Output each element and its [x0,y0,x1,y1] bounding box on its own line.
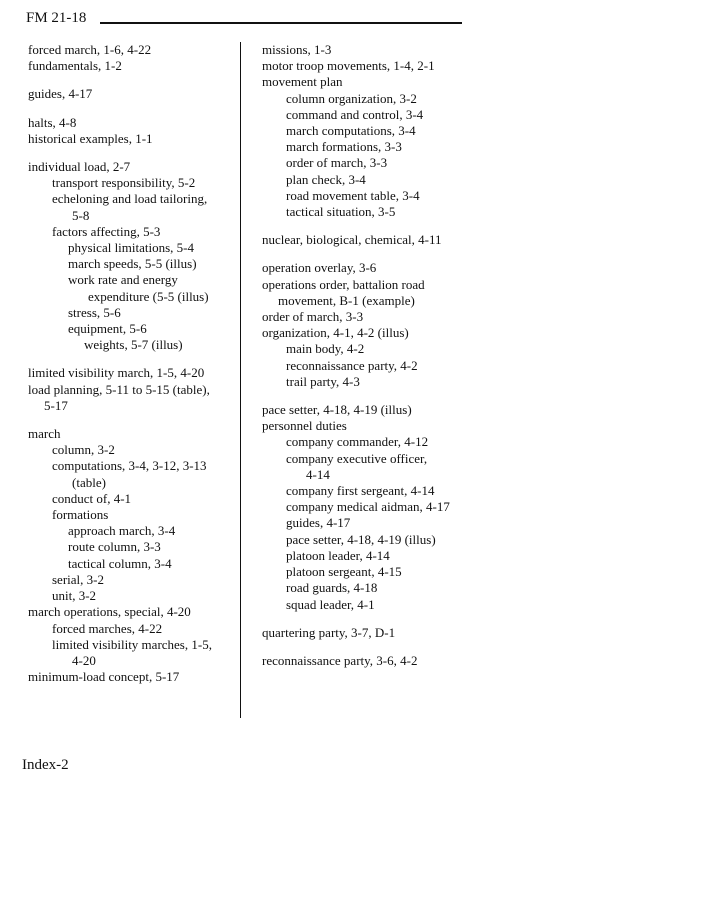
index-entry-text: limited visibility marches, 1-5, [52,636,212,652]
index-entry-text: march operations, special, 4-20 [28,604,191,620]
index-entry [262,309,498,325]
index-entry-text: movement plan [262,74,343,90]
index-entry-text: quartering party, 3-7, D-1 [262,624,396,640]
index-entry [262,548,498,564]
index-entry [262,42,498,58]
index-entry-text: tactical situation, 3-5 [286,204,396,220]
index-entry [262,139,498,155]
index-entry [28,256,238,272]
index-entry-text: main body, 4-2 [286,341,365,357]
index-entry-text: guides, 4-17 [28,86,93,102]
index-entry [262,172,498,188]
index-entry [262,188,498,204]
index-entry [28,131,238,147]
index-entry-text: forced march, 1-6, 4-22 [28,42,152,57]
index-entry-text: command and control, 3-4 [286,106,424,122]
index-entry-continuation: expenditure (5-5 (illus) [88,288,209,304]
index-entry-continuation: 4-20 [72,652,96,668]
index-entry-text: transport responsibility, 5-2 [52,175,196,191]
index-entry [28,604,238,620]
index-entry-text: formations [52,507,109,523]
index-entry [28,272,238,304]
index-entry [28,321,238,337]
index-entry [28,365,238,381]
index-entry-text: reconnaissance party, 3-6, 4-2 [262,652,418,668]
index-entry-text: weights, 5-7 (illus) [84,337,183,353]
index-entry-text: march speeds, 5-5 (illus) [68,256,197,272]
index-entry [28,426,238,442]
index-entry-text: reconnaissance party, 4-2 [286,357,418,373]
index-entry [28,523,238,539]
index-entry [28,491,238,507]
index-entry-text: organization, 4-1, 4-2 (illus) [262,325,409,341]
index-entry-text: stress, 5-6 [68,304,121,320]
index-entry-text: tactical column, 3-4 [68,555,172,571]
index-entry-text: company commander, 4-12 [286,434,429,450]
index-entry-text: echeloning and load tailoring, [52,191,208,207]
index-entry [28,669,238,685]
index-entry [262,483,498,499]
index-entry [28,507,238,523]
index-entry [262,325,498,341]
index-entry-text: road movement table, 3-4 [286,187,420,203]
running-header: FM 21-18 [26,10,87,26]
index-entry-text: limited visibility march, 1-5, 4-20 [28,365,205,381]
index-entry [262,402,498,418]
index-entry [262,625,498,641]
index-entry [262,107,498,123]
index-entry [28,442,238,458]
index-entry-text: platoon leader, 4-14 [286,547,390,563]
index-entry [262,58,498,74]
index-entry-text: guides, 4-17 [286,515,351,531]
page-number: Index-2 [22,757,69,773]
index-entry [262,74,498,90]
index-entry [28,539,238,555]
index-entry-continuation: (table) [72,474,106,490]
index-entry [262,451,498,483]
index-entry [28,42,238,58]
index-entry [28,572,238,588]
index-entry-text: individual load, 2-7 [28,159,131,175]
index-entry-text: company first sergeant, 4-14 [286,483,435,499]
index-entry-text: nuclear, biological, chemical, 4-11 [262,232,442,248]
index-entry-text: company executive officer, [286,450,428,466]
index-entry-text: platoon sergeant, 4-15 [286,564,402,580]
index-entry [262,580,498,596]
index-entry-text: work rate and energy [68,272,178,288]
index-entry [28,556,238,572]
index-entry [262,341,498,357]
index-entry-text: march [28,426,61,442]
index-entry [262,515,498,531]
index-entry-text: column organization, 3-2 [286,90,417,106]
index-entry-text: approach march, 3-4 [68,523,176,539]
index-entry [262,532,498,548]
index-entry-text: serial, 3-2 [52,571,104,587]
index-entry [262,123,498,139]
index-entry [28,337,238,353]
index-entry [28,588,238,604]
index-entry-text: plan check, 3-4 [286,171,366,187]
index-entry [28,637,238,669]
index-column-right [262,42,498,669]
index-entry [262,277,498,309]
index-entry-text: road guards, 4-18 [286,580,378,596]
index-entry [28,115,238,131]
index-entry-text: pace setter, 4-18, 4-19 (illus) [262,402,412,418]
index-entry-text: order of march, 3-3 [286,155,388,171]
index-entry-text: fundamentals, 1-2 [28,58,122,74]
index-entry [262,358,498,374]
index-entry [262,204,498,220]
index-entry-continuation: 4-14 [306,466,330,482]
index-entry [262,434,498,450]
index-entry [28,191,238,223]
index-entry-text: load planning, 5-11 to 5-15 (table), [28,381,210,397]
index-entry [28,86,238,102]
index-entry [262,91,498,107]
index-entry-text: factors affecting, 5-3 [52,223,161,239]
index-entry [262,597,498,613]
index-entry-text: squad leader, 4-1 [286,596,375,612]
index-entry-text: pace setter, 4-18, 4-19 (illus) [286,531,436,547]
index-entry [262,653,498,669]
index-entry-text: order of march, 3-3 [262,309,364,325]
index-entry-text: missions, 1-3 [262,42,332,57]
index-entry [28,159,238,175]
index-entry [28,240,238,256]
index-entry [262,155,498,171]
index-entry-text: halts, 4-8 [28,114,77,130]
index-entry-text: march computations, 3-4 [286,123,416,139]
index-entry [262,232,498,248]
index-entry-continuation: 5-8 [72,207,90,223]
index-entry [262,260,498,276]
index-entry [28,458,238,490]
index-entry-text: unit, 3-2 [52,588,97,604]
index-entry-text: company medical aidman, 4-17 [286,499,450,515]
index-entry [262,374,498,390]
column-divider [240,42,241,718]
index-entry-text: conduct of, 4-1 [52,490,132,506]
index-entry-text: route column, 3-3 [68,539,161,555]
index-entry-text: operations order, battalion road [262,276,425,292]
index-entry-text: computations, 3-4, 3-12, 3-13 [52,458,207,474]
index-entry-continuation: movement, B-1 (example) [278,292,415,308]
index-entry-text: historical examples, 1-1 [28,130,153,146]
index-entry-text: equipment, 5-6 [68,321,147,337]
index-column-left [28,42,238,685]
index-entry [28,224,238,240]
index-entry-text: march formations, 3-3 [286,139,402,155]
index-entry [262,418,498,434]
index-entry [262,499,498,515]
index-entry-text: column, 3-2 [52,442,115,458]
index-entry [28,382,238,414]
index-entry-text: operation overlay, 3-6 [262,260,377,276]
index-entry [262,564,498,580]
index-entry-text: forced marches, 4-22 [52,620,163,636]
index-entry [28,621,238,637]
index-entry-text: trail party, 4-3 [286,373,360,389]
index-entry-text: minimum-load concept, 5-17 [28,669,180,685]
index-entry [28,175,238,191]
index-entry [28,305,238,321]
header-rule [100,22,462,24]
index-entry [28,58,238,74]
index-entry-continuation: 5-17 [44,397,68,413]
index-entry-text: personnel duties [262,418,347,434]
index-entry-text: motor troop movements, 1-4, 2-1 [262,58,435,74]
index-entry-text: physical limitations, 5-4 [68,240,195,256]
